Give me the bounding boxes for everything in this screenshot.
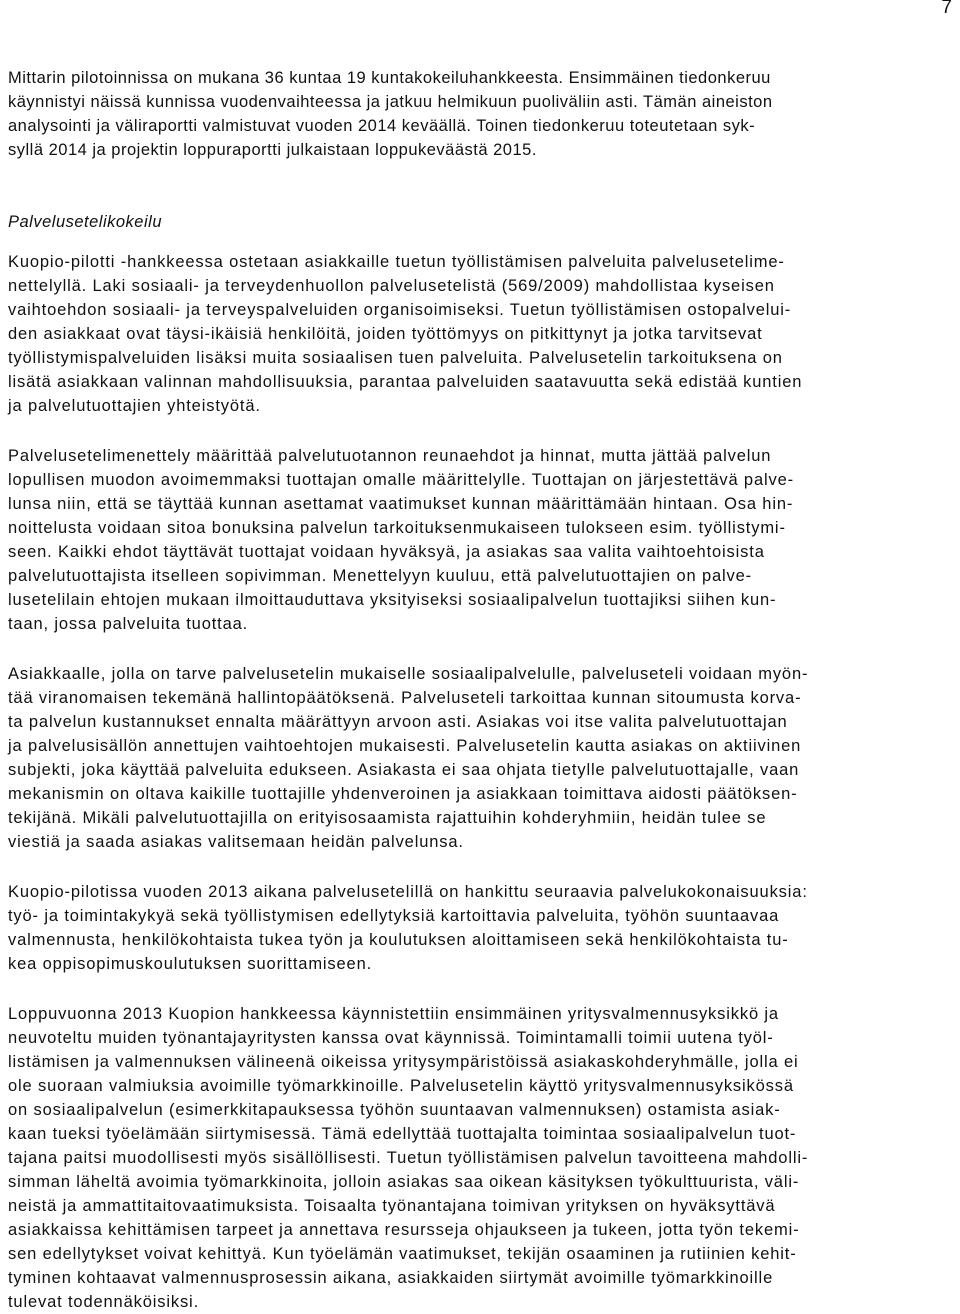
text-line: tyminen kohtaavat valmennusprosessin aikana, asiakkaiden siirtymät avoimille työmarkkinoille [8, 1269, 774, 1287]
page-number: 7 [941, 0, 952, 18]
text-line: listämisen ja valmennuksen välineenä oikeissa yritysympäristöissä asiakaskohderyhmälle, jolla ei [8, 1053, 799, 1071]
spacer [8, 418, 958, 444]
paragraph-2 [8, 444, 958, 636]
text-line: Palvelusetelimenettely määrittää palvelutuotannon reunaehdot ja hinnat, mutta jättää palvelun [8, 447, 772, 465]
text-line: käynnistyi näissä kunnissa vuodenvaihteessa ja jatkuu helmikuun puoliväliin asti. Tämän aineiston [8, 93, 773, 111]
text-line: sen edellytykset voivat kehittyä. Kun työelämän vaatimukset, tekijän osaaminen ja rutiinien kehit- [8, 1245, 797, 1263]
text-line: subjekti, joka käyttää palveluita edukseen. Asiakasta ei saa ohjata tietylle palvelutuottajalle, vaan [8, 761, 800, 779]
text-line: on sosiaalipalvelun (esimerkkitapauksessa työhön suuntaavan valmennuksen) ostamista asiak- [8, 1101, 781, 1119]
spacer [8, 162, 958, 210]
spacer [8, 234, 958, 250]
text-line: neistä ja ammattitaitovaatimuksista. Toisaalta työnantajana toimivan yrityksen on hyväksyttävä [8, 1197, 776, 1215]
text-line: tekijänä. Mikäli palvelutuottajilla on erityisosaamista rajattuihin kohderyhmiin, heidän tulee se [8, 809, 767, 827]
paragraph-3 [8, 662, 958, 854]
text-line: ja palvelutuottajien yhteistyötä. [8, 397, 261, 415]
text-line: työ- ja toimintakykyä sekä työllistymisen edellytyksiä kartoittavia palveluita, työhön suuntaavaa [8, 907, 780, 925]
text-line: tulevat todennäköisiksi. [8, 1293, 199, 1311]
text-line: kea oppisopimuskoulutuksen suorittamiseen. [8, 955, 373, 973]
text-line: lusetelilain ehtojen mukaan ilmoittauduttava yksityiseksi sosiaalipalvelun tuottajiksi siihen kun- [8, 591, 777, 609]
paragraph-1 [8, 250, 958, 418]
text-line: taan, jossa palveluita tuottaa. [8, 615, 249, 633]
text-line: tajana paitsi muodollisesti myös sisällöllisesti. Tuetun työllistämisen palvelun tavoitteena mahdolli- [8, 1149, 809, 1167]
intro-paragraph [8, 66, 958, 162]
text-line: työllistymispalveluiden lisäksi muita sosiaalisen tuen palveluita. Palvelusetelin tarkoituksena on [8, 349, 783, 367]
text-line: valmennusta, henkilökohtaista tukea työn ja koulutuksen aloittamiseen sekä henkilökohtaista tu- [8, 931, 789, 949]
spacer [8, 636, 958, 662]
text-line: tää viranomaisen tekemänä hallintopäätöksenä. Palveluseteli tarkoittaa kunnan sitoumusta korva- [8, 689, 802, 707]
paragraph-4 [8, 880, 958, 976]
text-line: Asiakkaalle, jolla on tarve palvelusetelin mukaiselle sosiaalipalvelulle, palveluseteli voidaan myön- [8, 665, 809, 683]
text-line: simman läheltä avoimia työmarkkinoita, jolloin asiakas saa oikean käsityksen työkulttuurista, väli- [8, 1173, 800, 1191]
paragraph-5 [8, 1002, 958, 1314]
text-line: kaan tueksi työelämään siirtymisessä. Tämä edellyttää tuottajalta toimintaa sosiaalipalvelun tuot- [8, 1125, 797, 1143]
text-line: lopullisen muodon avoimemmaksi tuottajan omalle määrittelylle. Tuottajan on järjestettävä palve- [8, 471, 794, 489]
section-heading: Palvelusetelikokeilu [8, 213, 162, 231]
text-line: Mittarin pilotoinnissa on mukana 36 kuntaa 19 kuntakokeiluhankkeesta. Ensimmäinen tiedonkeruu [8, 69, 771, 87]
spacer [8, 854, 958, 880]
text-line: seen. Kaikki ehdot täyttävät tuottajat voidaan hyväksyä, ja asiakas saa valita vaihtoehtoisista [8, 543, 765, 561]
text-line: analysointi ja väliraportti valmistuvat vuoden 2014 keväällä. Toinen tiedonkeruu toteutetaan syk- [8, 117, 756, 135]
text-line: Kuopio-pilotissa vuoden 2013 aikana palvelusetelillä on hankittu seuraavia palvelukokonaisuuksia: [8, 883, 808, 901]
text-line: neuvoteltu muiden työnantajayritysten kanssa ovat käynnissä. Toimintamalli toimii uutena työl- [8, 1029, 774, 1047]
spacer [8, 976, 958, 1002]
text-line: asiakkaissa kehittämisen tarpeet ja annettava resursseja ohjaukseen ja tukeen, jotta työn tekemi- [8, 1221, 800, 1239]
text-line: noittelusta voidaan sitoa bonuksina palvelun tarkoituksenmukaiseen tulokseen esim. työllistymi- [8, 519, 786, 537]
text-line: den asiakkaat ovat täysi-ikäisiä henkilöitä, joiden työttömyys on pitkittynyt ja jotka tarvitsevat [8, 325, 763, 343]
text-line: ta palvelun kustannukset ennalta määrättyyn arvoon asti. Asiakas voi itse valita palvelutuottajan [8, 713, 788, 731]
text-line: vaihtoehdon sosiaali- ja terveyspalveluiden organisoimiseksi. Tuetun työllistämisen ostopalvelui- [8, 301, 792, 319]
text-line: nettelyllä. Laki sosiaali- ja terveydenhuollon palvelusetelistä (569/2009) mahdollistaa kyseisen [8, 277, 775, 295]
text-line: ole suoraan valmiuksia avoimille työmarkkinoille. Palvelusetelin käyttö yritysvalmennusyksikössä [8, 1077, 794, 1095]
text-line: viestiä ja saada asiakas valitsemaan heidän palvelunsa. [8, 833, 464, 851]
text-line: mekanismin on oltava kaikille tuottajille yhdenveroinen ja asiakkaan toimittava aidosti päätöksen- [8, 785, 798, 803]
text-line: palvelutuottajista itselleen sopivimman. Menettelyyn kuuluu, että palvelutuottajien on palve- [8, 567, 753, 585]
text-line: syllä 2014 ja projektin loppuraportti julkaistaan loppukeväästä 2015. [8, 141, 537, 159]
text-line: Loppuvuonna 2013 Kuopion hankkeessa käynnistettiin ensimmäinen yritysvalmennusyksikkö ja [8, 1005, 779, 1023]
text-line: lunsa niin, että se täyttää kunnan asettamat vaatimukset kunnan määrittämään hintaan. Osa hin- [8, 495, 794, 513]
text-line: Kuopio-pilotti -hankkeessa ostetaan asiakkaille tuetun työllistämisen palveluita palvelusetelime- [8, 253, 785, 271]
text-line: ja palvelusisällön annettujen vaihtoehtojen mukaisesti. Palvelusetelin kautta asiakas on aktiivinen [8, 737, 802, 755]
text-line: lisätä asiakkaan valinnan mahdollisuuksia, parantaa palveluiden saatavuutta sekä edistää kuntien [8, 373, 803, 391]
document-body [8, 66, 958, 1314]
